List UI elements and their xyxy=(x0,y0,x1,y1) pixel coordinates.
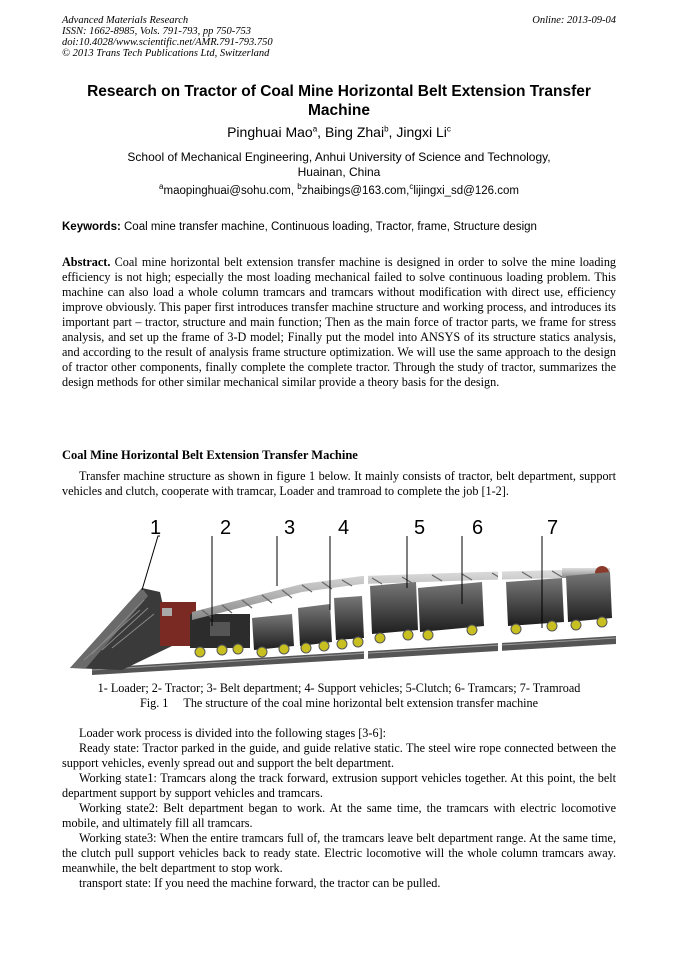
section-heading: Coal Mine Horizontal Belt Extension Transfer Machine xyxy=(62,448,358,462)
online-date: Online: 2013-09-04 xyxy=(532,15,616,26)
figure-label: 6 xyxy=(472,518,484,539)
affiliation xyxy=(62,150,616,180)
author-list: Pinghuai Mao$^a$, Bing Zhai$^b$, Jingxi Li$^c$ xyxy=(227,124,451,140)
author-name: Pinghuai Mao xyxy=(227,124,313,140)
abstract xyxy=(62,255,616,390)
copyright-line: © 2013 Trans Tech Publications Ltd, Switzerland xyxy=(62,48,270,59)
author-name: Bing Zhai xyxy=(324,124,385,140)
affiliation-line: Huainan, China xyxy=(297,165,381,179)
email-link[interactable]: lijingxi_sd@126.com xyxy=(413,185,519,197)
body-text xyxy=(62,726,616,891)
figure-1 xyxy=(62,518,616,678)
body-paragraph: Loader work process is divided into the following stages [3-6]: xyxy=(79,726,386,740)
email-list: $^a$maopinghuai@sohu.com, $^b$zhaibings@163.com,$^c$lijingxi_sd@126.com xyxy=(159,182,519,197)
keywords xyxy=(62,221,616,233)
abstract-label: Abstract. xyxy=(62,255,111,269)
figure-label: 4 xyxy=(338,518,350,539)
figure-caption: Fig. 1 The structure of the coal mine horizontal belt extension transfer machine xyxy=(139,696,539,710)
issn-line: ISSN: 1662-8985, Vols. 791-793, pp 750-753 xyxy=(62,26,251,37)
body-paragraph: Working state3: When the entire tramcars full of, the tramcars leave belt department range. At the same time, the clutch pull support vehicles back to ready state. Electric locomotive will the whole column tramcars away. meanwhile, the belt department to stop work. xyxy=(62,831,616,875)
email-sup: a xyxy=(159,182,164,192)
loader xyxy=(70,588,172,670)
transfer-machine-illustration xyxy=(62,518,616,678)
figure-label: 2 xyxy=(220,518,232,539)
abstract-text: Coal mine horizontal belt extension transfer machine is designed in order to solve the mine loading efficiency is not high; especially the most loading mechanical failed to solve continuous loading problem. This machine can also load a whole column tramcars and tramcars without modification with direct use, efficiency improve obviously. This paper first introduces transfer machine structure and working process, and introduces its important part – tractor, structure and main function; Then as the main force of tractor parts, we frame for stress analysis, and set up the frame of 3-D model; Finally put the model into ANSYS of its structure statics analysis, and according to the result of analysis frame structure optimization. We will use the same approach to the design of tractor other components, finally complete the complete tractor. Through the study of tractor, summarizes the design methods for other similar mechanical similar provide a theory basis for the design. xyxy=(62,255,617,389)
doi-line: doi:10.4028/www.scientific.net/AMR.791-793.750 xyxy=(62,37,273,48)
page-header xyxy=(62,15,616,59)
journal-name: Advanced Materials Research xyxy=(62,15,189,26)
body-paragraph: Working state2: Belt department began to work. At the same time, the tramcars with electric locomotive mobile, and ultimately fill all tramcars. xyxy=(62,801,616,830)
author-name: Jingxi Li xyxy=(396,124,447,140)
body-paragraph: transport state: If you need the machine forward, the tractor can be pulled. xyxy=(79,876,441,890)
email-link[interactable]: zhaibings@163.com xyxy=(301,185,407,197)
affiliation-line: School of Mechanical Engineering, Anhui University of Science and Technology, xyxy=(127,150,551,164)
author-sup: c xyxy=(446,124,451,134)
author-sup: b xyxy=(384,124,389,134)
keywords-label: Keywords: xyxy=(62,221,121,233)
paper-title: Research on Tractor of Coal Mine Horizontal Belt Extension Transfer Machine xyxy=(87,83,591,119)
figure-label: 7 xyxy=(547,518,559,539)
email-link[interactable]: maopinghuai@sohu.com xyxy=(163,185,291,197)
email-sup: b xyxy=(297,182,302,192)
email-sup: c xyxy=(409,182,414,192)
figure-label: 3 xyxy=(284,518,296,539)
figure-label: 5 xyxy=(414,518,426,539)
figure-legend: 1- Loader; 2- Tractor; 3- Belt department; 4- Support vehicles; 5-Clutch; 6- Tramcars; 7- Tramroad xyxy=(97,681,581,695)
section-paragraph: Transfer machine structure as shown in figure 1 below. It mainly consists of tractor, belt department, support vehicles and clutch, cooperate with tramcar, Loader and tramroad to complete the job [1-2]. xyxy=(62,469,616,498)
author-sup: a xyxy=(312,124,318,134)
body-paragraph: Ready state: Tractor parked in the guide, and guide relative static. The steel wire rope connected between the support vehicles, evenly spread out and support the belt department. xyxy=(62,741,616,770)
keywords-text: Coal mine transfer machine, Continuous loading, Tractor, frame, Structure design xyxy=(124,221,537,233)
body-paragraph: Working state1: Tramcars along the track forward, extrusion support vehicles together. At this point, the belt department support by support vehicles and tramcars. xyxy=(62,771,616,800)
figure-label: 1 xyxy=(150,518,162,539)
